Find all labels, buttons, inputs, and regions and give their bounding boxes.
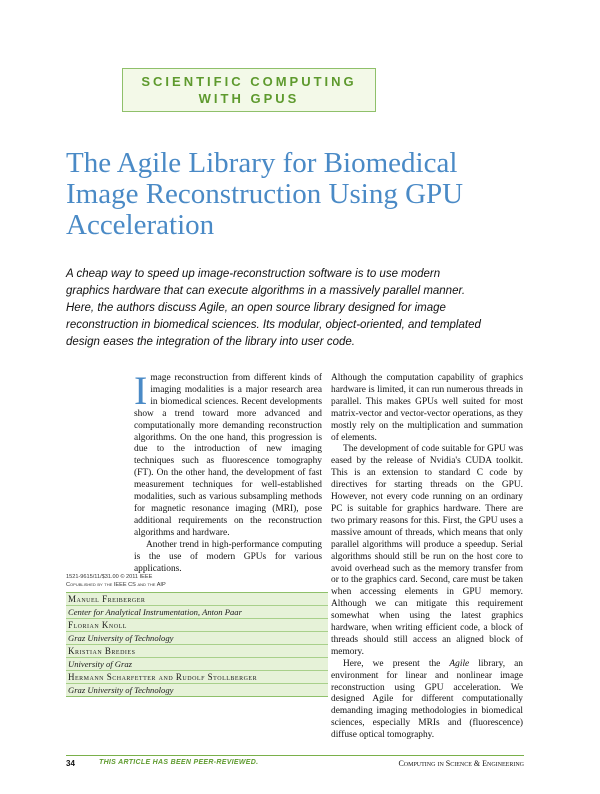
author-affiliation: Graz University of Technology bbox=[68, 685, 174, 695]
paragraph-text: Here, we present the bbox=[343, 658, 450, 669]
body-column-1 bbox=[134, 368, 322, 575]
paragraph bbox=[331, 659, 523, 742]
department-line-1: SCIENTIFIC COMPUTING bbox=[141, 74, 357, 89]
author-name: Hermann Scharfetter and Rudolf Stollberger bbox=[66, 671, 328, 684]
paragraph: Another trend in high-performance computing is the use of modern GPUs for various applications. bbox=[134, 539, 322, 574]
copublisher-line: Copublished by the IEEE CS and the AIP bbox=[66, 582, 166, 588]
copyright-notice bbox=[66, 573, 326, 589]
author-name: Manuel Freiberger bbox=[66, 593, 328, 606]
author-name: Florian Knoll bbox=[66, 619, 328, 632]
department-banner bbox=[122, 68, 376, 112]
body-column-2 bbox=[331, 373, 523, 742]
paragraph: Although the computation capability of graphics hardware is limited, it can run numerous threads in parallel. This makes GPUs well suited for most matrix-vector and vector-vector operations, as they mostly rely on the multiplication and summation of elements. bbox=[331, 373, 523, 443]
author-box bbox=[66, 592, 328, 697]
library-name: Agile bbox=[449, 658, 470, 669]
article-abstract: A cheap way to speed up image-reconstruction software is to use modern graphics hardware that can execute algorithms in a massively parallel manner. Here, the authors discuss Agile, an open source library designed for image reconstruction in biomedical sciences. Its modular, object-oriented, and templated design eases the integration of the library into user code. bbox=[66, 268, 481, 348]
author-name: Kristian Bredies bbox=[66, 645, 328, 658]
paragraph: mage reconstruction from different kinds of imaging modalities is a major research area in biomedical sciences. Recent developments show a trend toward more advanced and computationally more demanding reconstruction algorithms. On the one hand, this progression is due to the introduction of new imaging techniques such as fluorescence tomography (FT). On the other hand, the development of fast measurement techniques for well-established modalities, such as various subsampling methods for magnetic resonance imaging (MRI), pose additional requirements on the reconstruction algorithms and hardware. bbox=[134, 373, 322, 538]
author-affiliation: Center for Analytical Instrumentation, Anton Paar bbox=[66, 606, 328, 619]
copyright-line: 1521-9615/11/$31.00 © 2011 IEEE bbox=[66, 574, 153, 580]
footer-divider bbox=[66, 755, 524, 756]
department-line-2: WITH GPUS bbox=[198, 91, 300, 106]
journal-name: Computing in Science & Engineering bbox=[398, 759, 524, 768]
drop-cap: I bbox=[134, 368, 148, 413]
author-affiliation: Graz University of Technology bbox=[66, 632, 328, 645]
paragraph-text: library, an environment for linear and nonlinear image reconstruction using GPU acceleration. We designed Agile for different computationally demanding imaging methodologies in biomedical sciences, especially MRIs and (fluorescence) diffuse optical tomography. bbox=[331, 658, 523, 741]
page-number: 34 bbox=[66, 759, 75, 768]
paragraph: The development of code suitable for GPU was eased by the release of Nvidia's CUDA toolkit. This is an extension to standard C code by directives for starting threads on the GPU. However, not every code running on an ordinary PC is suitable for graphics hardware. There are two primary reasons for this. First, the GPU uses a massive amount of threads, which means that only parallel algorithms will produce a speedup. Serial algorithms should still be run on the host core to avoid overhead such as the memory transfer from or to the graphics card. Second, care must be taken when accessing elements in GPU memory. Although we can mitigate this requirement somewhat when using the latest graphics hardware, when writing efficient code, a block of threads should still access an aligned block of memory. bbox=[331, 444, 523, 657]
peer-review-note: THIS ARTICLE HAS BEEN PEER-REVIEWED. bbox=[99, 759, 259, 766]
author-affiliation: University of Graz bbox=[66, 658, 328, 671]
article-title: The Agile Library for Biomedical Image Reconstruction Using GPU Acceleration bbox=[66, 147, 464, 241]
